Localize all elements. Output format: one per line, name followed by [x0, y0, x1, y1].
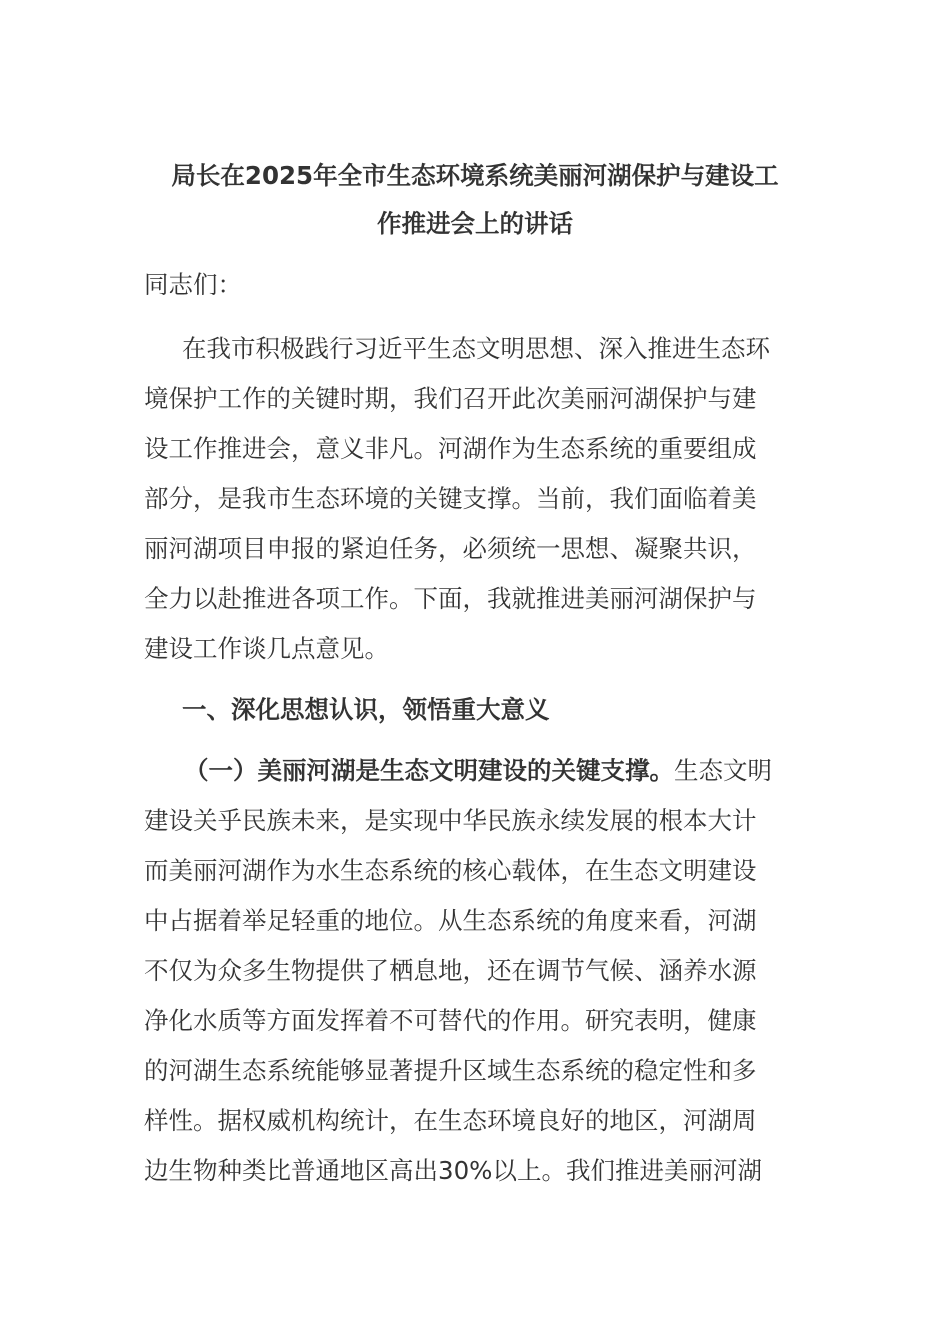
section-heading-1: 一、深化思想认识，领悟重大意义	[182, 695, 550, 724]
intro-line: 设工作推进会，意义非凡。河湖作为生态系统的重要组成	[144, 434, 757, 463]
intro-paragraph	[144, 324, 810, 674]
intro-line: 在我市积极践行习近平生态文明思想、深入推进生态环	[182, 334, 770, 363]
title-line-1: 局长在2025年全市生态环境系统美丽河湖保护与建设工	[171, 161, 779, 190]
subsection-line: 的河湖生态系统能够显著提升区域生态系统的稳定性和多	[144, 1056, 757, 1085]
salutation: 同志们：	[144, 270, 242, 299]
intro-line: 部分，是我市生态环境的关键支撑。当前，我们面临着美	[144, 484, 757, 513]
subsection-first-text: 生态文明	[674, 756, 772, 785]
subsection-line: 建设关乎民族未来，是实现中华民族永续发展的根本大计	[144, 806, 757, 835]
intro-line: 丽河湖项目申报的紧迫任务，必须统一思想、凝聚共识，	[144, 534, 757, 563]
title-line-2: 作推进会上的讲话	[377, 209, 573, 238]
subsection-line: 净化水质等方面发挥着不可替代的作用。研究表明，健康	[144, 1006, 757, 1035]
subsection-first-line	[144, 746, 810, 796]
subsection-line: 而美丽河湖作为水生态系统的核心载体，在生态文明建设	[144, 856, 757, 885]
subsection-line: 中占据着举足轻重的地位。从生态系统的角度来看，河湖	[144, 906, 757, 935]
subsection-line: 样性。据权威机构统计，在生态环境良好的地区，河湖周	[144, 1106, 757, 1135]
subsection-line: 不仅为众多生物提供了栖息地，还在调节气候、涵养水源	[144, 956, 757, 985]
document-title	[140, 152, 810, 248]
subsection-heading: （一）美丽河湖是生态文明建设的关键支撑。	[184, 756, 674, 785]
intro-line: 全力以赴推进各项工作。下面，我就推进美丽河湖保护与	[144, 584, 757, 613]
intro-line: 建设工作谈几点意见。	[144, 634, 389, 663]
intro-line: 境保护工作的关键时期，我们召开此次美丽河湖保护与建	[144, 384, 757, 413]
subsection-paragraph-1	[144, 746, 810, 1196]
subsection-line: 边生物种类比普通地区高出30%以上。我们推进美丽河湖	[144, 1156, 762, 1185]
